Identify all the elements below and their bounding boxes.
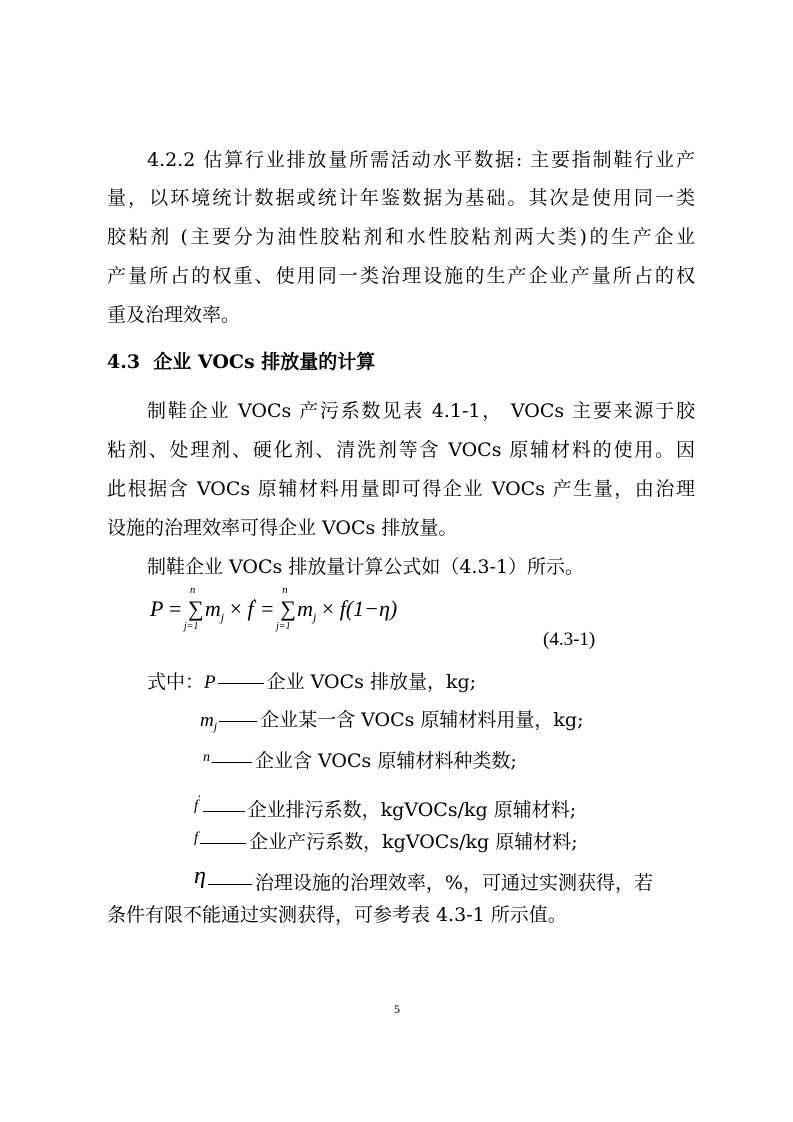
definitions-intro: 式中： — [147, 671, 205, 693]
formula-m: m — [297, 596, 313, 621]
sum-upper: n — [282, 584, 288, 596]
heading-number: 4.3 — [107, 351, 141, 373]
em-dash — [212, 762, 252, 763]
paragraph-line: 重及治理效率。 — [107, 304, 241, 326]
paragraph-line: 产量所占的权重、使用同一类治理设施的生产企业产量所占的权 — [107, 265, 695, 287]
formula-lhs: P — [150, 596, 164, 621]
paragraph-line: 制鞋企业 VOCs 排放量计算公式如（4.3-1）所示。 — [147, 556, 585, 578]
definition-text: 企业含 VOCs 原辅材料种类数; — [255, 750, 517, 772]
definition-text: 企业某一含 VOCs 原辅材料用量，kg; — [260, 709, 584, 731]
sum-lower: j=1 — [276, 621, 291, 632]
sum-symbol: ∑ n j=1 — [276, 584, 296, 632]
symbol-n: n — [203, 750, 210, 765]
paragraph-line: 此根据含 VOCs 原辅材料用量即可得企业 VOCs 产生量，由治理 — [107, 478, 695, 500]
em-dash — [219, 721, 257, 722]
sum-upper: n — [189, 584, 196, 596]
paragraph-line: 4.2.2 估算行业排放量所需活动水平数据: 主要指制鞋行业产 — [147, 149, 695, 171]
definition-line — [194, 826, 578, 854]
formula-m-sub: j — [220, 610, 225, 624]
symbol-eta: η — [194, 863, 206, 889]
formula-m-sub: j — [312, 610, 317, 624]
em-dash — [208, 884, 252, 885]
definition-text: 治理设施的治理效率，%，可通过实测获得，若 — [254, 872, 653, 894]
paragraph-line: 制鞋企业 VOCs 产污系数见表 4.1-1， VOCs 主要来源于胶 — [147, 400, 695, 422]
definition-line — [194, 864, 694, 895]
section-heading — [107, 350, 695, 374]
em-dash — [200, 843, 246, 844]
symbol-f-prime: f — [194, 798, 199, 814]
symbol-p: P — [204, 672, 216, 693]
em-dash — [203, 811, 245, 812]
definition-line — [203, 746, 517, 773]
symbol-f: f — [194, 830, 199, 846]
paragraph-line: 条件有限不能通过实测获得，可参考表 4.3-1 所示值。 — [107, 904, 567, 926]
heading-text: 企业 VOCs 排放量的计算 — [153, 351, 376, 373]
definition-line — [147, 670, 476, 695]
symbol-m: m — [200, 710, 214, 731]
definition-line — [194, 788, 576, 822]
sum-symbol: ∑ n j=1 — [183, 584, 204, 632]
formula-number: (4.3-1) — [543, 629, 596, 650]
definition-text: 企业产污系数，kgVOCs/kg 原辅材料; — [249, 831, 578, 853]
definition-text: 企业 VOCs 排放量，kg; — [266, 671, 477, 693]
paragraph-line: 设施的治理效率可得企业 VOCs 排放量。 — [107, 517, 458, 539]
paragraph-line: 胶粘剂 (主要分为油性胶粘剂和水性胶粘剂两大类)的生产企业 — [107, 226, 695, 248]
paragraph-line: 粘剂、处理剂、硬化剂、清洗剂等含 VOCs 原辅材料的使用。因 — [107, 439, 695, 461]
definition-line — [200, 708, 584, 738]
definition-text: 企业排污系数，kgVOCs/kg 原辅材料; — [247, 799, 577, 821]
page-number: 5 — [394, 1002, 400, 1016]
formula-m: m — [204, 596, 221, 621]
paragraph-line: 量，以环境统计数据或统计年鉴数据为基础。其次是使用同一类 — [107, 187, 695, 209]
symbol-m-sub: j — [213, 719, 218, 733]
formula-rhs-tail: f(1−η) — [339, 596, 398, 621]
formula-f-prime: f — [247, 596, 254, 621]
sum-lower: j=1 — [183, 621, 199, 632]
emission-formula: P = ∑ n j=1 $m_j \times f'$ = ∑ n j=1 $m_j \times f(1-\eta)$ — [150, 584, 398, 632]
em-dash — [218, 683, 264, 684]
prime-mark: ' — [198, 795, 201, 805]
